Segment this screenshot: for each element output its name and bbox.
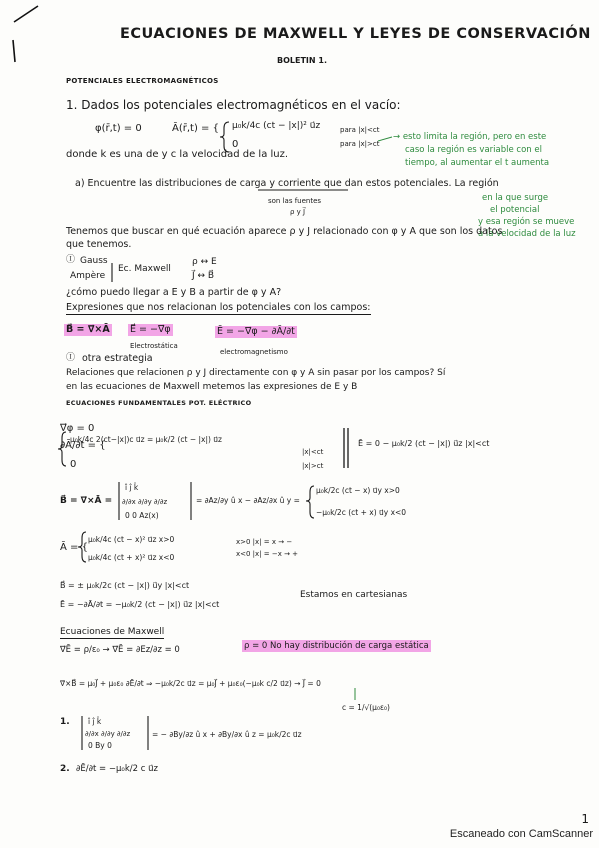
- E-static-eq: E⃗ = −∇⃗φ: [130, 324, 171, 335]
- marker-two: Ⓘ: [66, 353, 76, 363]
- reasoning-line-1: Tenemos que buscar en qué ecuación aparece ρ y J relacionado con φ y A que son los datos: [66, 226, 503, 237]
- A-piece-label: Ā = {: [60, 542, 88, 553]
- B-final: B⃗ = ± μ₀k/2c (ct − |x|) u⃗y |x|<ct: [60, 581, 190, 590]
- A-case-2: 0: [232, 139, 239, 150]
- green-note-line-3: tiempo, al aumentar el t aumenta: [405, 158, 550, 168]
- marker-one: Ⓘ: [66, 255, 76, 265]
- B-det-row-1: î ĵ k̂: [125, 483, 139, 492]
- page-subtitle: BOLETIN 1.: [277, 56, 327, 65]
- B-case-2: −μ₀k/2c (ct + x) u⃗y x<0: [316, 508, 407, 517]
- gauss-label: Gauss: [80, 256, 108, 266]
- abs-note-2: x<0 |x| = −x → +: [236, 550, 299, 558]
- B-middle: = ∂Az/∂y û x − ∂Az/∂x û y =: [196, 496, 300, 505]
- abs-note-1: x>0 |x| = x → −: [236, 538, 293, 546]
- A-definition: Ā(r̄,t) = {: [172, 123, 219, 134]
- B-curl-label: B⃗ = ∇⃗×Ā =: [60, 496, 113, 506]
- grad-phi-zero: ∇⃗φ = 0: [60, 423, 95, 434]
- phi-definition: φ(r̄,t) = 0: [95, 123, 142, 134]
- green-note-line-1: → esto limita la región, pero en este: [393, 132, 547, 142]
- A-case-2-condition: para |x|>ct: [340, 140, 380, 148]
- div-E-eq: ∇⃗Ē = ρ/ε₀ → ∇⃗Ē = ∂Ez/∂z = 0: [60, 645, 180, 655]
- step-1-label: 1.: [60, 717, 70, 727]
- section-heading: POTENCIALES ELECTROMAGNÉTICOS: [66, 77, 219, 85]
- page-number: 1: [581, 812, 589, 826]
- rho-zero-note: ρ = 0 No hay distribución de carga estática: [244, 641, 429, 651]
- dA-dt-case-2-cond: |x|>ct: [302, 462, 324, 470]
- dA-dt-case-1-cond: |x|<ct: [302, 448, 324, 456]
- c-definition: c = 1/√(μ₀ε₀): [342, 703, 390, 712]
- green-note-line-7: a la velocidad de la luz: [478, 229, 576, 239]
- question-line: ¿cómo puedo llegar a E y B a partir de φ y A?: [66, 287, 282, 298]
- dA-dt-label: ∂Ā/∂t = {: [60, 440, 106, 451]
- strategy-line-2: en las ecuaciones de Maxwell metemos las expresiones de E y B: [66, 382, 358, 392]
- dE-dt-eq: ∂Ē/∂t = −μ₀k/2 c u⃗z: [76, 764, 158, 774]
- reasoning-line-2: que tenemos.: [66, 239, 132, 250]
- dA-dt-case-1: μ₀k/4c 2(ct−|x|)c u⃗z = μ₀k/2 (ct − |x|) u⃗z: [70, 435, 222, 444]
- cartesian-note: Estamos en cartesianas: [300, 590, 408, 600]
- green-note-line-6: y esa región se mueve: [478, 217, 575, 227]
- B-curl-A: B⃗ = ∇⃗×Ā: [66, 324, 110, 335]
- curl-det-row-3: 0 By 0: [88, 741, 112, 750]
- E-dynamic-eq: Ē = −∇⃗φ − ∂Ā/∂t: [217, 326, 295, 337]
- B-det-row-2: ∂/∂x ∂/∂y ∂/∂z: [122, 498, 168, 506]
- part-a-sources: son las fuentes: [268, 197, 322, 205]
- A-case-1-condition: para |x|<ct: [340, 126, 380, 134]
- scanner-watermark: Escaneado con CamScanner: [449, 828, 593, 840]
- A-piece-2: μ₀k/4c (ct + x)² u⃗z x<0: [88, 553, 175, 562]
- maxwell-heading: Ecuaciones de Maxwell: [60, 627, 165, 637]
- part-a-rho-j: ρ y J⃗: [290, 208, 306, 216]
- rho-E-relation: ρ ↔ E: [192, 257, 217, 267]
- E-dynamic-label: electromagnetismo: [220, 348, 288, 356]
- problem-statement: 1. Dados los potenciales electromagnéticos en el vacío:: [66, 98, 401, 112]
- ampere-label: Ampère: [70, 271, 106, 281]
- strategy-heading: otra estrategia: [82, 353, 153, 364]
- curl-result: = − ∂By/∂z û x + ∂By/∂x û z = μ₀k/2c u⃗z: [152, 730, 302, 739]
- green-note-line-4: en la que surge: [482, 193, 549, 203]
- part-a-statement: a) Encuentre las distribuciones de carga y corriente que dan estos potenciales. La región: [75, 178, 499, 189]
- curl-det-row-2: ∂/∂x ∂/∂y ∂/∂z: [85, 730, 131, 738]
- expressions-line: Expresiones que nos relacionan los potenciales con los campos:: [66, 302, 371, 313]
- green-note-line-2: caso la región es variable con el: [405, 145, 542, 155]
- B-det-row-3: 0 0 Az(x): [125, 511, 159, 520]
- E-static-label: Electrostática: [130, 342, 178, 350]
- strategy-line-1: Relaciones que relacionen ρ y J directamente con φ y A sin pasar por los campos? Sí: [66, 368, 446, 378]
- where-clause: donde k es una de y c la velocidad de la luz.: [66, 149, 289, 160]
- fundamentals-heading: ECUACIONES FUNDAMENTALES POT. ELÉCTRICO: [66, 399, 252, 407]
- curl-B-eq: ∇⃗×B⃗ = μ₀J⃗ + μ₀ε₀ ∂Ē/∂t ⇒ −μ₀k/2c u⃗z = μ₀J⃗ + μ₀ε₀(−μ₀k c/2 u⃗z) → J⃗ = 0: [60, 679, 321, 688]
- dA-dt-case-2: 0: [70, 459, 77, 470]
- J-B-relation: J⃗ ↔ B⃗: [192, 271, 215, 281]
- E-result: Ē = 0 − μ₀k/2 (ct − |x|) u⃗z |x|<ct: [358, 439, 490, 448]
- step-2-label: 2.: [60, 764, 70, 774]
- A-case-1: μ₀k/4c (ct − |x|)² u⃗z: [232, 121, 321, 131]
- E-final: Ē = −∂Ā/∂t = −μ₀k/2 (ct − |x|) u⃗z |x|<ct: [60, 600, 220, 609]
- A-piece-1: μ₀k/4c (ct − x)² u⃗z x>0: [88, 535, 175, 544]
- green-note-line-5: el potencial: [490, 205, 540, 215]
- page-title: ECUACIONES DE MAXWELL Y LEYES DE CONSERVACIÓN: [120, 26, 591, 42]
- curl-det-row-1: î ĵ k̂: [88, 717, 102, 726]
- ec-maxwell-label: Ec. Maxwell: [118, 264, 171, 274]
- B-case-1: μ₀k/2c (ct − x) u⃗y x>0: [316, 486, 400, 495]
